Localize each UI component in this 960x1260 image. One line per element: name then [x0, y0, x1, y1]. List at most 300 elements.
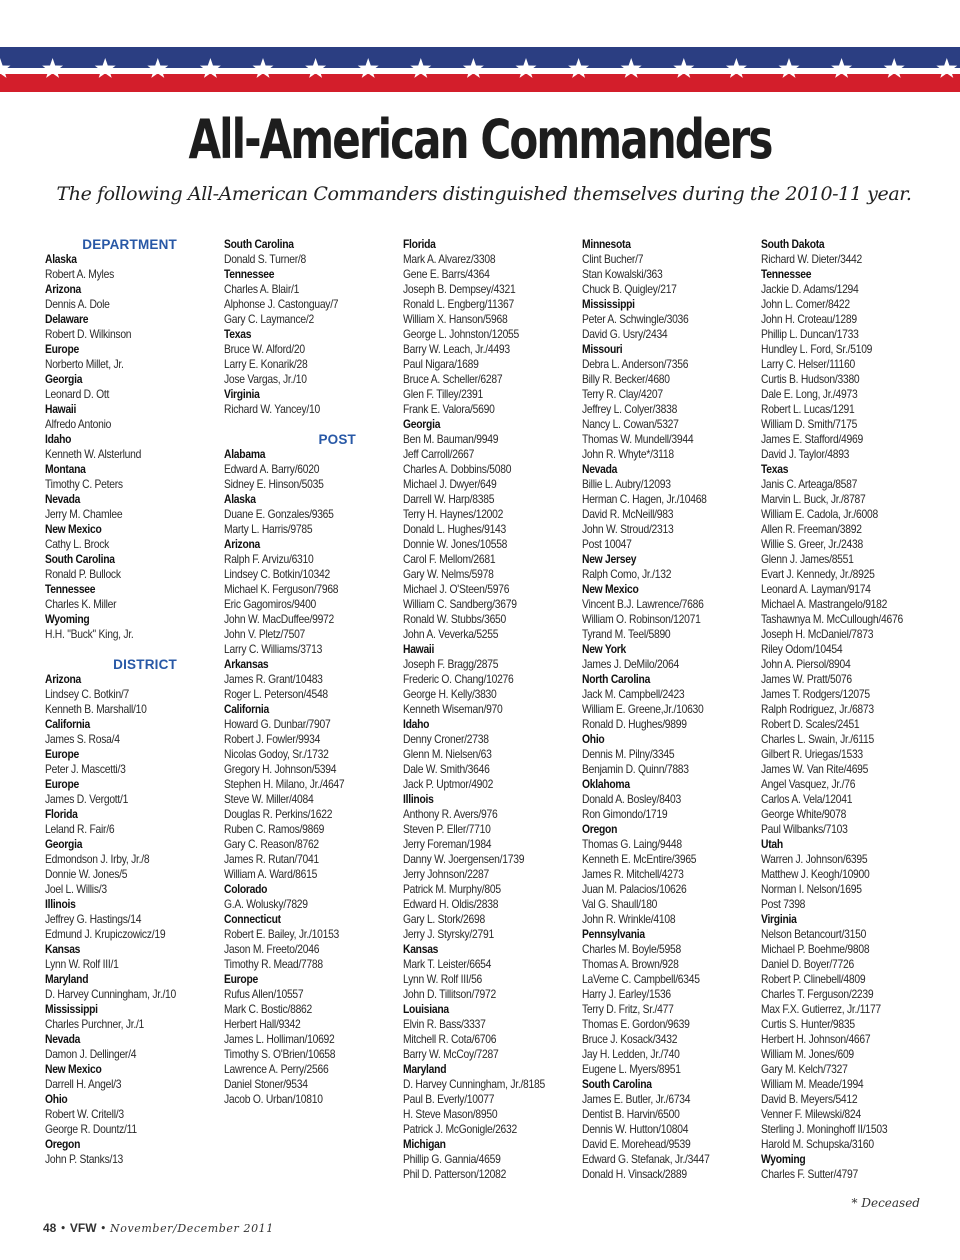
- commander-name: Jerry Foreman/1984: [403, 837, 492, 851]
- commander-name: Carol F. Mellom/2681: [403, 552, 496, 566]
- commander-name: Steve W. Miller/4084: [224, 792, 314, 806]
- state-heading: Idaho: [403, 717, 430, 731]
- commander-name: James J. DeMilo/2064: [582, 657, 679, 671]
- commander-name: David B. Meyers/5412: [761, 1092, 858, 1106]
- commander-name: Ronald W. Stubbs/3650: [403, 612, 507, 626]
- state-heading: New Jersey: [582, 552, 637, 566]
- commander-name: Harold M. Schupska/3160: [761, 1137, 874, 1151]
- flag-banner: [0, 47, 960, 92]
- commander-name: Michael J. Dwyer/649: [403, 477, 497, 491]
- state-heading: Europe: [45, 777, 80, 791]
- commander-name: William M. Jones/609: [761, 1047, 854, 1061]
- commander-name: Dentist B. Harvin/6500: [582, 1107, 680, 1121]
- commander-name: Jacob O. Urban/10810: [224, 1092, 323, 1106]
- commander-name: Glenn M. Nielsen/63: [403, 747, 492, 761]
- state-heading: Kansas: [45, 942, 81, 956]
- commander-name: Willie S. Greer, Jr./2438: [761, 537, 863, 551]
- commander-name: LaVerne C. Campbell/6345: [582, 972, 700, 986]
- state-heading: Idaho: [45, 432, 72, 446]
- column-3: [403, 237, 579, 1182]
- commander-name: Jason M. Freeto/2046: [224, 942, 320, 956]
- commander-name: Terry R. Clay/4207: [582, 387, 663, 401]
- star-icon: [410, 58, 431, 78]
- commander-name: Richard W. Yancey/10: [224, 402, 320, 416]
- commander-name: Terry D. Fritz, Sr./477: [582, 1002, 674, 1016]
- state-heading: South Dakota: [761, 237, 825, 251]
- state-heading: South Carolina: [45, 552, 115, 566]
- commander-name: John H. Croteau/1289: [761, 312, 857, 326]
- commander-name: William A. Ward/8615: [224, 867, 318, 881]
- commander-name: Alphonse J. Castonguay/7: [224, 297, 339, 311]
- commander-name: David E. Morehead/9539: [582, 1137, 691, 1151]
- commander-name: G.A. Wolusky/7829: [224, 897, 308, 911]
- state-heading: Kansas: [403, 942, 439, 956]
- commander-name: Gene E. Barrs/4364: [403, 267, 490, 281]
- commander-name: Eugene L. Myers/8951: [582, 1062, 681, 1076]
- star-icon: [147, 58, 168, 78]
- commander-name: Mark A. Alvarez/3308: [403, 252, 496, 266]
- state-heading: Delaware: [45, 312, 89, 326]
- commander-name: John L. Comer/8422: [761, 297, 850, 311]
- state-heading: New Mexico: [45, 1062, 102, 1076]
- commander-name: Dale W. Smith/3646: [403, 762, 490, 776]
- state-heading: Illinois: [403, 792, 434, 806]
- state-heading: Georgia: [45, 837, 83, 851]
- state-heading: Virginia: [224, 387, 260, 401]
- star-icon: [0, 58, 10, 78]
- commander-name: Jack P. Uptmor/4902: [403, 777, 494, 791]
- commander-name: Carlos A. Vela/12041: [761, 792, 853, 806]
- commander-name: Michael P. Boehme/9808: [761, 942, 870, 956]
- commander-name: Herman C. Hagen, Jr./10468: [582, 492, 707, 506]
- commander-name: Michael K. Ferguson/7968: [224, 582, 339, 596]
- commander-name: James D. Vergott/1: [45, 792, 129, 806]
- commander-name: Lawrence A. Perry/2566: [224, 1062, 329, 1076]
- state-heading: Europe: [45, 747, 80, 761]
- footer-separator-2: •: [100, 1222, 107, 1235]
- state-heading: Virginia: [761, 912, 797, 926]
- commander-name: Donald S. Turner/8: [224, 252, 306, 266]
- state-heading: Utah: [761, 837, 783, 851]
- commander-name: Kenneth E. McEntire/3965: [582, 852, 697, 866]
- commander-name: Joel L. Willis/3: [45, 882, 107, 896]
- commander-name: William D. Smith/7175: [761, 417, 858, 431]
- commander-name: Larry E. Konarik/28: [224, 357, 308, 371]
- commander-name: Timothy R. Mead/7788: [224, 957, 323, 971]
- commander-name: Michael J. O'Steen/5976: [403, 582, 510, 596]
- commander-name: Terry H. Haynes/12002: [403, 507, 504, 521]
- commander-name: Marty L. Harris/9785: [224, 522, 313, 536]
- state-heading: Arkansas: [224, 657, 269, 671]
- commander-name: John D. Tillitson/7972: [403, 987, 497, 1001]
- state-heading: Nevada: [582, 462, 618, 476]
- state-heading: Hawaii: [45, 402, 77, 416]
- commander-name: Jeff Carroll/2667: [403, 447, 475, 461]
- commander-name: William X. Hanson/5968: [403, 312, 508, 326]
- commander-name: Nelson Betancourt/3150: [761, 927, 867, 941]
- column-4: [582, 237, 758, 1182]
- commander-name: Harry J. Earley/1536: [582, 987, 671, 1001]
- commander-name: Marvin L. Buck, Jr./8787: [761, 492, 866, 506]
- commander-name: Charles M. Boyle/5958: [582, 942, 681, 956]
- commander-name: Mark T. Leister/6654: [403, 957, 492, 971]
- commander-name: H.H. "Buck" King, Jr.: [45, 627, 134, 641]
- star-icon: [831, 58, 852, 78]
- state-heading: Florida: [403, 237, 436, 251]
- commander-name: James R. Rutan/7041: [224, 852, 319, 866]
- commander-name: Chuck B. Quigley/217: [582, 282, 677, 296]
- commander-name: Dennis M. Pilny/3345: [582, 747, 675, 761]
- commander-name: Allen R. Freeman/3892: [761, 522, 862, 536]
- commander-name: D. Harvey Cunningham, Jr./8185: [403, 1077, 545, 1091]
- commander-name: Kenneth W. Alsterlund: [45, 447, 142, 461]
- commander-name: Lynn W. Rolf III/56: [403, 972, 483, 986]
- commander-name: Curtis B. Hudson/3380: [761, 372, 860, 386]
- state-heading: Tennessee: [45, 582, 96, 596]
- star-icon: [253, 58, 274, 78]
- commander-name: Billy R. Becker/4680: [582, 372, 670, 386]
- commander-name: George White/9078: [761, 807, 847, 821]
- star-icon: [779, 58, 800, 78]
- commander-name: David G. Usry/2434: [582, 327, 668, 341]
- commander-name: Mark C. Bostic/8862: [224, 1002, 313, 1016]
- footer-separator: •: [59, 1222, 67, 1235]
- state-heading: California: [224, 702, 270, 716]
- commander-name: Leland R. Fair/6: [45, 822, 115, 836]
- commander-name: William M. Meade/1994: [761, 1077, 864, 1091]
- commander-name: Stephen H. Milano, Jr./4647: [224, 777, 345, 791]
- commander-name: George L. Johnston/12055: [403, 327, 520, 341]
- commander-name: Matthew J. Keogh/10900: [761, 867, 870, 881]
- state-heading: Tennessee: [761, 267, 812, 281]
- commander-name: Benjamin D. Quinn/7883: [582, 762, 689, 776]
- commander-name: Billie L. Aubry/12093: [582, 477, 671, 491]
- commander-name: Lynn W. Rolf III/1: [45, 957, 119, 971]
- commander-name: Janis C. Arteaga/8587: [761, 477, 858, 491]
- commander-name: Bruce W. Alford/20: [224, 342, 305, 356]
- commander-name: Larry C. Williams/3713: [224, 642, 323, 656]
- commander-name: Peter J. Mascetti/3: [45, 762, 126, 776]
- commander-name: Jackie D. Adams/1294: [761, 282, 859, 296]
- commander-name: Riley Odom/10454: [761, 642, 843, 656]
- state-heading: New Mexico: [582, 582, 639, 596]
- commander-name: Stan Kowalski/363: [582, 267, 663, 281]
- star-icon: [726, 58, 747, 78]
- star-icon: [568, 58, 589, 78]
- star-icon: [463, 58, 484, 78]
- state-heading: North Carolina: [582, 672, 651, 686]
- star-icon: [884, 58, 905, 78]
- page-footer: [43, 1221, 274, 1235]
- commander-name: Thomas G. Laing/9448: [582, 837, 682, 851]
- commander-name: Kenneth Wiseman/970: [403, 702, 503, 716]
- commander-name: Daniel Stoner/9534: [224, 1077, 308, 1091]
- commander-name: Cathy L. Brock: [45, 537, 110, 551]
- commander-name: Ralph Rodriguez, Jr./6873: [761, 702, 874, 716]
- commander-name: Danny W. Joergensen/1739: [403, 852, 525, 866]
- commander-name: Curtis S. Hunter/9835: [761, 1017, 855, 1031]
- state-heading: New York: [582, 642, 627, 656]
- state-heading: California: [45, 717, 91, 731]
- commander-name: Donald A. Bosley/8403: [582, 792, 682, 806]
- commander-name: Thomas A. Brown/928: [582, 957, 679, 971]
- state-heading: Georgia: [45, 372, 83, 386]
- state-heading: Alaska: [45, 252, 77, 266]
- commander-name: John R. Wrinkle/4108: [582, 912, 676, 926]
- commander-name: Thomas W. Mundell/3944: [582, 432, 694, 446]
- commander-name: Ralph F. Arvizu/6310: [224, 552, 314, 566]
- commander-name: Robert D. Wilkinson: [45, 327, 132, 341]
- state-heading: Maryland: [45, 972, 89, 986]
- commander-name: Joseph H. McDaniel/7873: [761, 627, 874, 641]
- star-icon: [95, 58, 116, 78]
- commander-name: David J. Taylor/4893: [761, 447, 850, 461]
- commander-name: James R. Mitchell/4273: [582, 867, 684, 881]
- state-heading: Europe: [224, 972, 259, 986]
- state-heading: Missouri: [582, 342, 623, 356]
- commander-name: Barry W. McCoy/7287: [403, 1047, 499, 1061]
- commander-name: Charles A. Dobbins/5080: [403, 462, 512, 476]
- commander-name: Thomas E. Gordon/9639: [582, 1017, 690, 1031]
- commander-name: Sterling J. Moninghoff II/1503: [761, 1122, 888, 1136]
- commander-name: Alfredo Antonio: [45, 417, 112, 431]
- commander-name: Phillip G. Gannia/4659: [403, 1152, 501, 1166]
- star-icon: [42, 58, 63, 78]
- commander-name: Dennis A. Dole: [45, 297, 110, 311]
- commander-name: Robert W. Critell/3: [45, 1107, 124, 1121]
- state-heading: Mississippi: [45, 1002, 98, 1016]
- commander-name: Jeffrey G. Hastings/14: [45, 912, 142, 926]
- state-heading: Michigan: [403, 1137, 446, 1151]
- commander-name: Evart J. Kennedy, Jr./8925: [761, 567, 875, 581]
- commander-name: Timothy S. O'Brien/10658: [224, 1047, 336, 1061]
- commander-name: Vincent B.J. Lawrence/7686: [582, 597, 704, 611]
- commander-name: Jerry Johnson/2287: [403, 867, 489, 881]
- commander-name: James T. Rodgers/12075: [761, 687, 870, 701]
- commander-name: Jeffrey L. Colyer/3838: [582, 402, 678, 416]
- commander-name: Paul B. Everly/10077: [403, 1092, 495, 1106]
- commander-name: Warren J. Johnson/6395: [761, 852, 868, 866]
- state-heading: Georgia: [403, 417, 441, 431]
- commander-name: Donnie W. Jones/5: [45, 867, 128, 881]
- commander-name: Duane E. Gonzales/9365: [224, 507, 334, 521]
- commander-name: David R. McNeill/983: [582, 507, 674, 521]
- commander-name: Frank E. Valora/5690: [403, 402, 495, 416]
- commander-name: Clint Bucher/7: [582, 252, 644, 266]
- commander-name: D. Harvey Cunningham, Jr./10: [45, 987, 177, 1001]
- state-heading: Wyoming: [761, 1152, 806, 1166]
- commander-name: John V. Pletz/7507: [224, 627, 306, 641]
- commander-name: Robert E. Bailey, Jr./10153: [224, 927, 340, 941]
- commander-name: Dale E. Long, Jr./4973: [761, 387, 858, 401]
- commander-name: Donnie W. Jones/10558: [403, 537, 508, 551]
- commander-name: Bruce J. Kosack/3432: [582, 1032, 678, 1046]
- commander-name: Ron Gimondo/1719: [582, 807, 668, 821]
- commander-name: Ronald P. Bullock: [45, 567, 121, 581]
- commander-name: George H. Kelly/3830: [403, 687, 497, 701]
- commander-name: Donald L. Hughes/9143: [403, 522, 507, 536]
- commander-name: Peter A. Schwingle/3036: [582, 312, 689, 326]
- commander-name: Charles Purchner, Jr./1: [45, 1017, 145, 1031]
- state-heading: Nevada: [45, 1032, 81, 1046]
- commander-name: Hundley L. Ford, Sr./5109: [761, 342, 873, 356]
- commander-name: Daniel D. Boyer/7726: [761, 957, 854, 971]
- star-icon: [305, 58, 326, 78]
- section-heading: POST: [318, 432, 356, 447]
- state-heading: Alaska: [224, 492, 256, 506]
- state-heading: Texas: [761, 462, 789, 476]
- state-heading: Illinois: [45, 897, 76, 911]
- state-heading: Texas: [224, 327, 252, 341]
- commander-name: Eric Gagomiros/9400: [224, 597, 317, 611]
- commander-name: Steven P. Eller/7710: [403, 822, 491, 836]
- commander-name: Edward A. Barry/6020: [224, 462, 320, 476]
- commander-name: Mitchell R. Cota/6706: [403, 1032, 497, 1046]
- commander-name: Gary W. Nelms/5978: [403, 567, 494, 581]
- state-heading: Mississippi: [582, 297, 635, 311]
- magazine-name: VFW: [69, 1221, 97, 1235]
- state-heading: Ohio: [45, 1092, 68, 1106]
- commander-name: Gary C. Reason/8762: [224, 837, 319, 851]
- commander-name: Denny Croner/2738: [403, 732, 489, 746]
- section-heading: DISTRICT: [113, 657, 177, 672]
- commander-name: John W. Stroud/2313: [582, 522, 674, 536]
- state-heading: Maryland: [403, 1062, 447, 1076]
- column-2: [224, 237, 400, 1107]
- commander-name: Robert J. Fowler/9934: [224, 732, 321, 746]
- commander-name: Robert A. Myles: [45, 267, 114, 281]
- commander-name: Barry W. Leach, Jr./4493: [403, 342, 510, 356]
- commander-name: Michael A. Mastrangelo/9182: [761, 597, 888, 611]
- state-heading: Florida: [45, 807, 78, 821]
- state-heading: South Carolina: [582, 1077, 652, 1091]
- commander-name: Gary L. Stork/2698: [403, 912, 485, 926]
- commander-name: Post 10047: [582, 537, 632, 551]
- banner-stars: [0, 47, 960, 92]
- commander-name: Gilbert R. Uriegas/1533: [761, 747, 863, 761]
- commander-name: Lindsey C. Botkin/7: [45, 687, 130, 701]
- commander-name: Rufus Allen/10557: [224, 987, 304, 1001]
- column-1: [45, 237, 221, 1167]
- commander-name: Donald H. Vinsack/2889: [582, 1167, 687, 1181]
- commander-name: Jerry J. Styrsky/2791: [403, 927, 494, 941]
- commander-name: Val G. Shaull/180: [582, 897, 658, 911]
- page-number: 48: [43, 1221, 57, 1235]
- star-icon: [516, 58, 537, 78]
- commander-name: Nicolas Godoy, Sr./1732: [224, 747, 329, 761]
- commander-name: Charles F. Sutter/4797: [761, 1167, 859, 1181]
- state-heading: Minnesota: [582, 237, 631, 251]
- commander-name: Richard W. Dieter/3442: [761, 252, 863, 266]
- deceased-note: * Deceased: [851, 1196, 920, 1210]
- state-heading: Arizona: [45, 672, 82, 686]
- state-heading: Oregon: [45, 1137, 81, 1151]
- commander-name: James W. Van Rite/4695: [761, 762, 869, 776]
- state-heading: Oklahoma: [582, 777, 630, 791]
- state-heading: Arizona: [45, 282, 82, 296]
- spacer: [224, 417, 375, 432]
- state-heading: Wyoming: [45, 612, 90, 626]
- commander-name: Jerry M. Chamlee: [45, 507, 123, 521]
- commander-name: Tyrand M. Teel/5890: [582, 627, 671, 641]
- commander-name: Jose Vargas, Jr./10: [224, 372, 307, 386]
- commander-name: James R. Grant/10483: [224, 672, 323, 686]
- state-heading: Tennessee: [224, 267, 275, 281]
- commander-name: Gary M. Kelch/7327: [761, 1062, 848, 1076]
- commander-name: Ben M. Bauman/9949: [403, 432, 499, 446]
- commander-name: James E. Stafford/4969: [761, 432, 863, 446]
- state-heading: Hawaii: [403, 642, 435, 656]
- commander-name: Gary C. Laymance/2: [224, 312, 315, 326]
- commander-name: Phil D. Patterson/12082: [403, 1167, 507, 1181]
- commander-name: Joseph F. Bragg/2875: [403, 657, 499, 671]
- commander-name: Herbert H. Johnson/4667: [761, 1032, 871, 1046]
- commander-name: Charles A. Blair/1: [224, 282, 300, 296]
- page-title: All-American Commanders: [188, 108, 772, 171]
- commander-name: Edward H. Oldis/2838: [403, 897, 499, 911]
- commander-name: Howard G. Dunbar/7907: [224, 717, 331, 731]
- state-heading: Ohio: [582, 732, 605, 746]
- commander-name: Leonard A. Layman/9174: [761, 582, 871, 596]
- star-icon: [358, 58, 379, 78]
- commander-name: John W. MacDuffee/9972: [224, 612, 335, 626]
- commander-name: Bruce A. Scheller/6287: [403, 372, 503, 386]
- state-heading: Louisiana: [403, 1002, 449, 1016]
- commander-name: H. Steve Mason/8950: [403, 1107, 498, 1121]
- commander-name: Jack M. Campbell/2423: [582, 687, 685, 701]
- commander-name: Leonard D. Ott: [45, 387, 110, 401]
- state-heading: Alabama: [224, 447, 266, 461]
- commander-name: John A. Piersol/8904: [761, 657, 851, 671]
- commander-name: Patrick J. McGonigle/2632: [403, 1122, 518, 1136]
- commander-name: Kenneth B. Marshall/10: [45, 702, 147, 716]
- state-heading: Colorado: [224, 882, 268, 896]
- commander-name: Edward G. Stefanak, Jr./3447: [582, 1152, 710, 1166]
- commander-name: Elvin R. Bass/3337: [403, 1017, 486, 1031]
- column-5: [761, 237, 937, 1182]
- commander-name: Dennis W. Hutton/10804: [582, 1122, 689, 1136]
- commander-name: Ronald D. Hughes/9899: [582, 717, 687, 731]
- commander-name: Charles T. Ferguson/2239: [761, 987, 874, 1001]
- commander-name: Jay H. Ledden, Jr./740: [582, 1047, 680, 1061]
- commander-name: John P. Stanks/13: [45, 1152, 124, 1166]
- star-icon: [673, 58, 694, 78]
- commander-name: John R. Whyte*/3118: [582, 447, 674, 461]
- commander-name: Damon J. Dellinger/4: [45, 1047, 137, 1061]
- commander-name: Lindsey C. Botkin/10342: [224, 567, 330, 581]
- commander-name: John A. Veverka/5255: [403, 627, 499, 641]
- commander-name: Nancy L. Cowan/5327: [582, 417, 679, 431]
- commander-name: William O. Robinson/12071: [582, 612, 701, 626]
- commander-name: Edmund J. Krupiczowicz/19: [45, 927, 166, 941]
- commander-name: George R. Dountz/11: [45, 1122, 137, 1136]
- issue-date: November/December 2011: [110, 1222, 274, 1235]
- state-heading: Europe: [45, 342, 80, 356]
- commander-name: William C. Sandberg/3679: [403, 597, 517, 611]
- state-heading: Oregon: [582, 822, 618, 836]
- commander-name: Tashawnya M. McCullough/4676: [761, 612, 903, 626]
- commander-name: Ralph Como, Jr./132: [582, 567, 672, 581]
- commander-name: Paul Nigara/1689: [403, 357, 479, 371]
- commander-name: Patrick M. Murphy/805: [403, 882, 501, 896]
- commander-name: Roger L. Peterson/4548: [224, 687, 328, 701]
- commander-name: Edmondson J. Irby, Jr./8: [45, 852, 150, 866]
- commander-name: Ronald L. Engberg/11367: [403, 297, 514, 311]
- state-heading: Nevada: [45, 492, 81, 506]
- commander-name: Timothy C. Peters: [45, 477, 123, 491]
- state-heading: New Mexico: [45, 522, 102, 536]
- commander-name: Juan M. Palacios/10626: [582, 882, 687, 896]
